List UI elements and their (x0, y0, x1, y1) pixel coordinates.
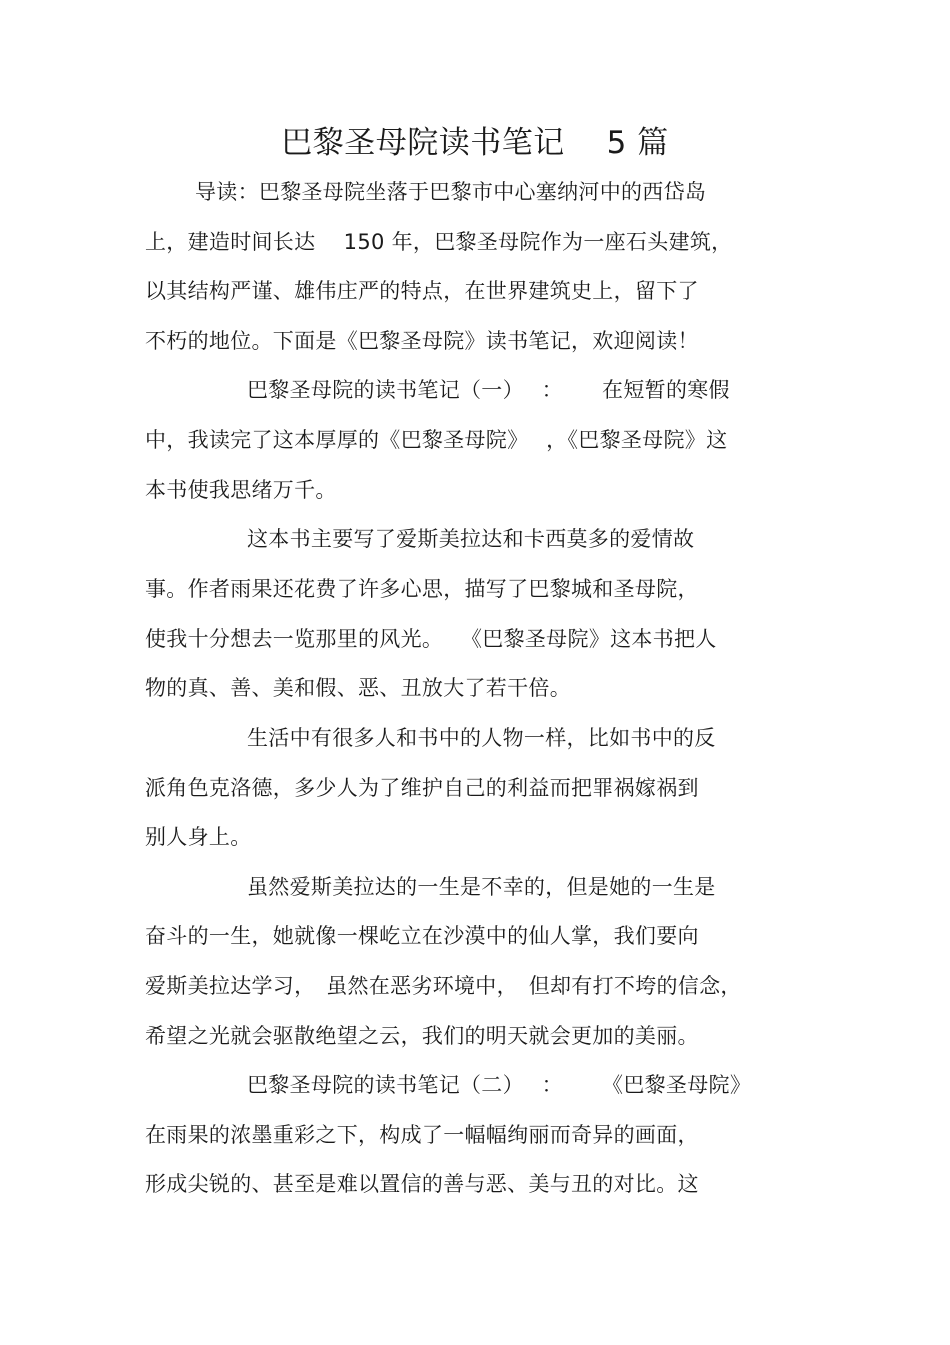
paragraph-line: 生活中有很多人和书中的人物一样，比如书中的反 (247, 726, 716, 750)
page-title: 巴黎圣母院读书笔记 5 篇 (281, 125, 669, 161)
paragraph-line: 在雨果的浓墨重彩之下，构成了一幅幅绚丽而奇异的画面， (145, 1123, 699, 1147)
paragraph-line: 虽然爱斯美拉达的一生是不幸的，但是她的一生是 (247, 875, 716, 899)
paragraph-line: 使我十分想去一览那里的风光。 《巴黎圣母院》这本书把人 (145, 627, 717, 651)
paragraph-line: 本书使我思绪万千。 (145, 478, 337, 502)
paragraph-line: 希望之光就会驱散绝望之云，我们的明天就会更加的美丽。 (145, 1024, 699, 1048)
note-two-heading-line: 巴黎圣母院的读书笔记（二） ： 《巴黎圣母院》 (247, 1073, 752, 1097)
intro-line-1: 导读：巴黎圣母院坐落于巴黎市中心塞纳河中的西岱岛 (195, 180, 707, 204)
paragraph-line: 物的真、善、美和假、恶、丑放大了若干倍。 (145, 676, 571, 700)
paragraph-line: 这本书主要写了爱斯美拉达和卡西莫多的爱情故 (247, 527, 695, 551)
paragraph-line: 派角色克洛德，多少人为了维护自己的利益而把罪祸嫁祸到 (145, 776, 699, 800)
paragraph-line: 中，我读完了这本厚厚的《巴黎圣母院》 ，《巴黎圣母院》这 (145, 428, 728, 452)
note-one-heading-line: 巴黎圣母院的读书笔记（一） ： 在短暂的寒假 (247, 378, 730, 402)
paragraph-line: 爱斯美拉达学习， 虽然在恶劣环境中， 但却有打不垮的信念， (145, 974, 742, 998)
intro-line-4: 不朽的地位。下面是《巴黎圣母院》读书笔记，欢迎阅读！ (145, 329, 699, 353)
paragraph-line: 别人身上。 (145, 825, 252, 849)
paragraph-line: 奋斗的一生，她就像一棵屹立在沙漠中的仙人掌，我们要向 (145, 924, 699, 948)
paragraph-line: 形成尖锐的、甚至是难以置信的善与恶、美与丑的对比。这 (145, 1172, 699, 1196)
paragraph-line: 事。作者雨果还花费了许多心思，描写了巴黎城和圣母院， (145, 577, 699, 601)
intro-line-2: 上，建造时间长达 150 年，巴黎圣母院作为一座石头建筑， (145, 230, 733, 254)
intro-line-3: 以其结构严谨、雄伟庄严的特点，在世界建筑史上，留下了 (145, 279, 699, 303)
